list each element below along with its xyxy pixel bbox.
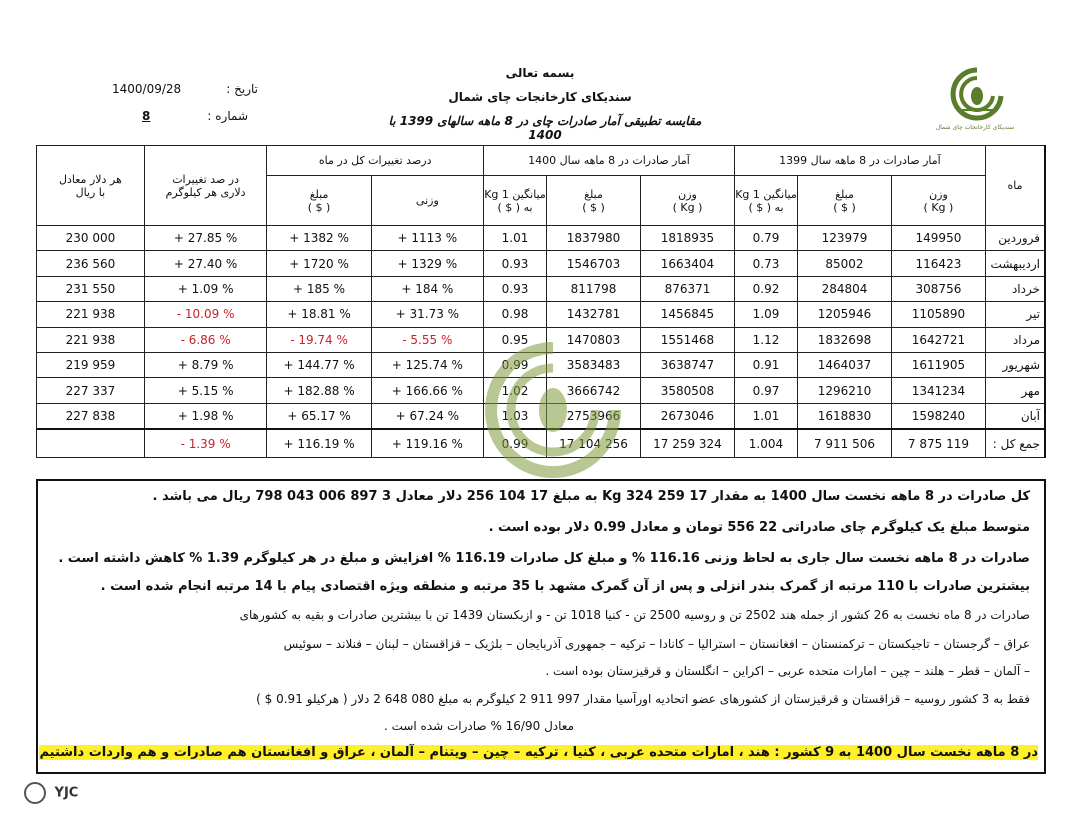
cell-total-a00: 17 104 256 (547, 429, 641, 458)
cell-a00: 2753966 (547, 403, 641, 429)
cell-month: شهریور (985, 352, 1045, 377)
cell-ca: + 1382 % (267, 226, 371, 251)
cell-w00: 876371 (641, 276, 735, 301)
cell-month: آبان (985, 403, 1045, 429)
cell-cd: - 10.09 % (144, 302, 267, 327)
table-row (37, 276, 1046, 301)
cell-cd: + 27.40 % (144, 251, 267, 276)
cell-v99: 0.73 (734, 251, 797, 276)
cell-a99: 284804 (798, 276, 892, 301)
document-subject: مقایسه تطبیقی آمار صادرات چای در 8 ماهه سالهای 1399 با 1400 (388, 114, 702, 142)
table-row (37, 251, 1046, 276)
cell-total-v00: 0.99 (483, 429, 546, 458)
cell-rate: 227 337 (37, 378, 145, 403)
yjc-label: YJC (54, 785, 79, 801)
cell-v00: 1.03 (483, 403, 546, 429)
cell-w00: 2673046 (641, 403, 735, 429)
header-1400: آمار صادرات در 8 ماهه سال 1400 (483, 146, 734, 176)
cell-a00: 1470803 (547, 327, 641, 352)
cell-a00: 811798 (547, 276, 641, 301)
cell-cw: + 67.24 % (371, 403, 483, 429)
cell-w00: 1551468 (641, 327, 735, 352)
cell-cd: + 27.85 % (144, 226, 267, 251)
cell-ca: + 182.88 % (267, 378, 371, 403)
cell-cw: + 31.73 % (371, 302, 483, 327)
summary-line-1: کل صادرات در 8 ماهه نخست سال 1400 به مقدار 17 259 324 Kg به مبلغ 17 104 256 دلار معادل 3 897 006 043 798 ریال می باشد . (152, 489, 1030, 504)
cell-total-cd: - 1.39 % (144, 429, 267, 458)
cell-rate: 230 000 (37, 226, 145, 251)
cell-month: تیر (985, 302, 1045, 327)
cell-rate: 227 838 (37, 403, 145, 429)
cell-ca: + 65.17 % (267, 403, 371, 429)
cell-v99: 0.97 (734, 378, 797, 403)
number-label: شماره : (207, 109, 248, 123)
basmala: بسمه تعالی (505, 66, 575, 80)
summary-line-10 (39, 745, 1038, 760)
header-avg-1400: میانگین 1 Kg به ( $ ) (483, 176, 546, 226)
cell-v00: 0.95 (483, 327, 546, 352)
cell-ca: + 1720 % (267, 251, 371, 276)
logo-caption: سندیکای کارخانجات چای شمال (935, 124, 1015, 131)
cell-total-rate (37, 429, 145, 458)
summary-line-5: صادرات در 8 ماه نخست به 26 کشور از جمله هند 2502 تن و روسیه 2500 تن - کنیا 1018 تن - و ازبکستان 1439 تن با بیشترین صادرات و بقیه به کشورهای (239, 608, 1030, 622)
cell-total-v99: 1.004 (734, 429, 797, 458)
cell-total-ca: + 116.19 % (267, 429, 371, 458)
cell-month: مهر (985, 378, 1045, 403)
cell-a99: 1832698 (798, 327, 892, 352)
yjc-watermark (24, 782, 78, 804)
cell-v99: 0.92 (734, 276, 797, 301)
header-change-amount: مبلغ ( $ ) (267, 176, 371, 226)
cell-rate: 221 938 (37, 302, 145, 327)
cell-v99: 1.09 (734, 302, 797, 327)
cell-ca: + 18.81 % (267, 302, 371, 327)
cell-a99: 1205946 (798, 302, 892, 327)
header-avg-1399: میانگین 1 Kg به ( $ ) (734, 176, 797, 226)
cell-ca: + 185 % (267, 276, 371, 301)
cell-w00: 3580508 (641, 378, 735, 403)
header-weight-1400: وزن ( Kg ) (641, 176, 735, 226)
cell-a00: 1432781 (547, 302, 641, 327)
cell-cw: + 1113 % (371, 226, 483, 251)
cell-w00: 1663404 (641, 251, 735, 276)
header-change: درصد تغییرات کل در ماه (267, 146, 484, 176)
summary-line-3: صادرات در 8 ماهه نخست سال جاری به لحاظ وزنی 116.16 % و مبلغ کل صادرات 116.19 % افزایش و مبلغ در هر کیلوگرم 1.39 % کاهش داشته است . (58, 551, 1030, 566)
header-amount-1400: مبلغ ( $ ) (547, 176, 641, 226)
watermark-logo (478, 340, 628, 480)
cell-rate: 219 959 (37, 352, 145, 377)
cell-a99: 85002 (798, 251, 892, 276)
cell-cw: + 1329 % (371, 251, 483, 276)
cell-total-w00: 17 259 324 (641, 429, 735, 458)
cell-a00: 3666742 (547, 378, 641, 403)
cell-rate: 236 560 (37, 251, 145, 276)
cell-ca: - 19.74 % (267, 327, 371, 352)
cell-v00: 1.01 (483, 226, 546, 251)
date-label: تاریخ : (226, 82, 258, 96)
cell-total-label: جمع کل : (985, 429, 1045, 458)
cell-v00: 0.93 (483, 276, 546, 301)
date-row (108, 82, 258, 98)
cell-w99: 1105890 (891, 302, 985, 327)
number-row (108, 109, 248, 125)
header-rate: هر دلار معادل با ریال (37, 146, 145, 226)
summary-line-6: عراق – گرجستان – تاجیکستان – ترکمنستان – افغانستان – استرالیا – کانادا – ترکیه – جمهوری آذربایجان – بلژیک – قزاقستان – لبنان – فنلاند – سوئیس (283, 637, 1030, 651)
summary-line-7: – آلمان – قطر – هلند – چین – امارات متحده عربی – اکراین – انگلستان و قرقیزستان بوده است . (545, 664, 1030, 678)
cell-w00: 1818935 (641, 226, 735, 251)
header-dollar-change: در صد تغییرات دلاری هر کیلوگرم (144, 146, 267, 226)
summary-line-9: معادل 16/90 % صادرات شده است . (383, 719, 574, 733)
cell-month: اردیبهشت (985, 251, 1045, 276)
cell-w99: 1341234 (891, 378, 985, 403)
cell-w99: 1611905 (891, 352, 985, 377)
summary-line-8: فقط به 3 کشور روسیه – قزاقستان و قرقیزستان از کشورهای عضو اتحادیه اورآسیا مقدار 997 911 2 کیلوگرم به مبلغ 080 648 2 دلار ( هرکیلو 0.91 $ ) (256, 692, 1030, 706)
cell-a00: 1837980 (547, 226, 641, 251)
cell-v99: 1.01 (734, 403, 797, 429)
org-name: سندیکای کارخانجات چای شمال (448, 90, 632, 104)
cell-w00: 1456845 (641, 302, 735, 327)
cell-a00: 1546703 (547, 251, 641, 276)
cell-total-w99: 7 875 119 (891, 429, 985, 458)
cell-v00: 0.99 (483, 352, 546, 377)
cell-w99: 1642721 (891, 327, 985, 352)
cell-cw: + 125.74 % (371, 352, 483, 377)
cell-v00: 0.93 (483, 251, 546, 276)
cell-v99: 1.12 (734, 327, 797, 352)
cell-month: فروردین (985, 226, 1045, 251)
table-row (37, 302, 1046, 327)
tea-syndicate-logo (946, 66, 1008, 126)
summary-line-10-text: در 8 ماهه نخست سال 1400 به 9 کشور : هند ، امارات متحده عربی ، کنیا ، ترکیه – چین – ویتنام – آلمان ، عراق و افغانستان هم صادرات و هم واردات داشتیم (39, 745, 1038, 760)
cell-total-cw: + 119.16 % (371, 429, 483, 458)
cell-cd: + 8.79 % (144, 352, 267, 377)
cell-month: مرداد (985, 327, 1045, 352)
cell-a00: 3583483 (547, 352, 641, 377)
yjc-icon (24, 782, 46, 804)
header-change-weight: وزنی (371, 176, 483, 226)
header-amount-1399: مبلغ ( $ ) (798, 176, 892, 226)
cell-a99: 1296210 (798, 378, 892, 403)
cell-v00: 0.98 (483, 302, 546, 327)
summary-line-2: متوسط مبلغ یک کیلوگرم چای صادراتی 22 556 تومان و معادل 0.99 دلار بوده است . (488, 520, 1030, 535)
cell-v99: 0.79 (734, 226, 797, 251)
cell-w00: 3638747 (641, 352, 735, 377)
cell-w99: 149950 (891, 226, 985, 251)
cell-w99: 308756 (891, 276, 985, 301)
summary-line-4: بیشترین صادرات با 110 مرتبه از گمرک بندر انزلی و پس از آن گمرک مشهد با 35 مرتبه و منطقه ویژه اقتصادی پیام با 14 مرتبه انجام شده است . (100, 579, 1030, 594)
cell-cd: + 1.09 % (144, 276, 267, 301)
header-1399: آمار صادرات در 8 ماهه سال 1399 (734, 146, 985, 176)
cell-cw: + 184 % (371, 276, 483, 301)
date-value: 1400/09/28 (112, 82, 182, 96)
header-weight-1399: وزن ( Kg ) (891, 176, 985, 226)
cell-v99: 0.91 (734, 352, 797, 377)
cell-rate: 231 550 (37, 276, 145, 301)
cell-w99: 1598240 (891, 403, 985, 429)
table-row (37, 226, 1046, 251)
cell-a99: 1618830 (798, 403, 892, 429)
cell-cd: + 1.98 % (144, 403, 267, 429)
header-month: ماه (985, 146, 1045, 226)
cell-month: خرداد (985, 276, 1045, 301)
cell-cd: + 5.15 % (144, 378, 267, 403)
summary-box (36, 479, 1046, 774)
number-value: 8 (142, 109, 151, 123)
cell-rate: 221 938 (37, 327, 145, 352)
cell-v00: 1.02 (483, 378, 546, 403)
cell-w99: 116423 (891, 251, 985, 276)
cell-cw: - 5.55 % (371, 327, 483, 352)
cell-total-a99: 7 911 506 (798, 429, 892, 458)
cell-cd: - 6.86 % (144, 327, 267, 352)
cell-a99: 1464037 (798, 352, 892, 377)
cell-a99: 123979 (798, 226, 892, 251)
cell-ca: + 144.77 % (267, 352, 371, 377)
cell-cw: + 166.66 % (371, 378, 483, 403)
